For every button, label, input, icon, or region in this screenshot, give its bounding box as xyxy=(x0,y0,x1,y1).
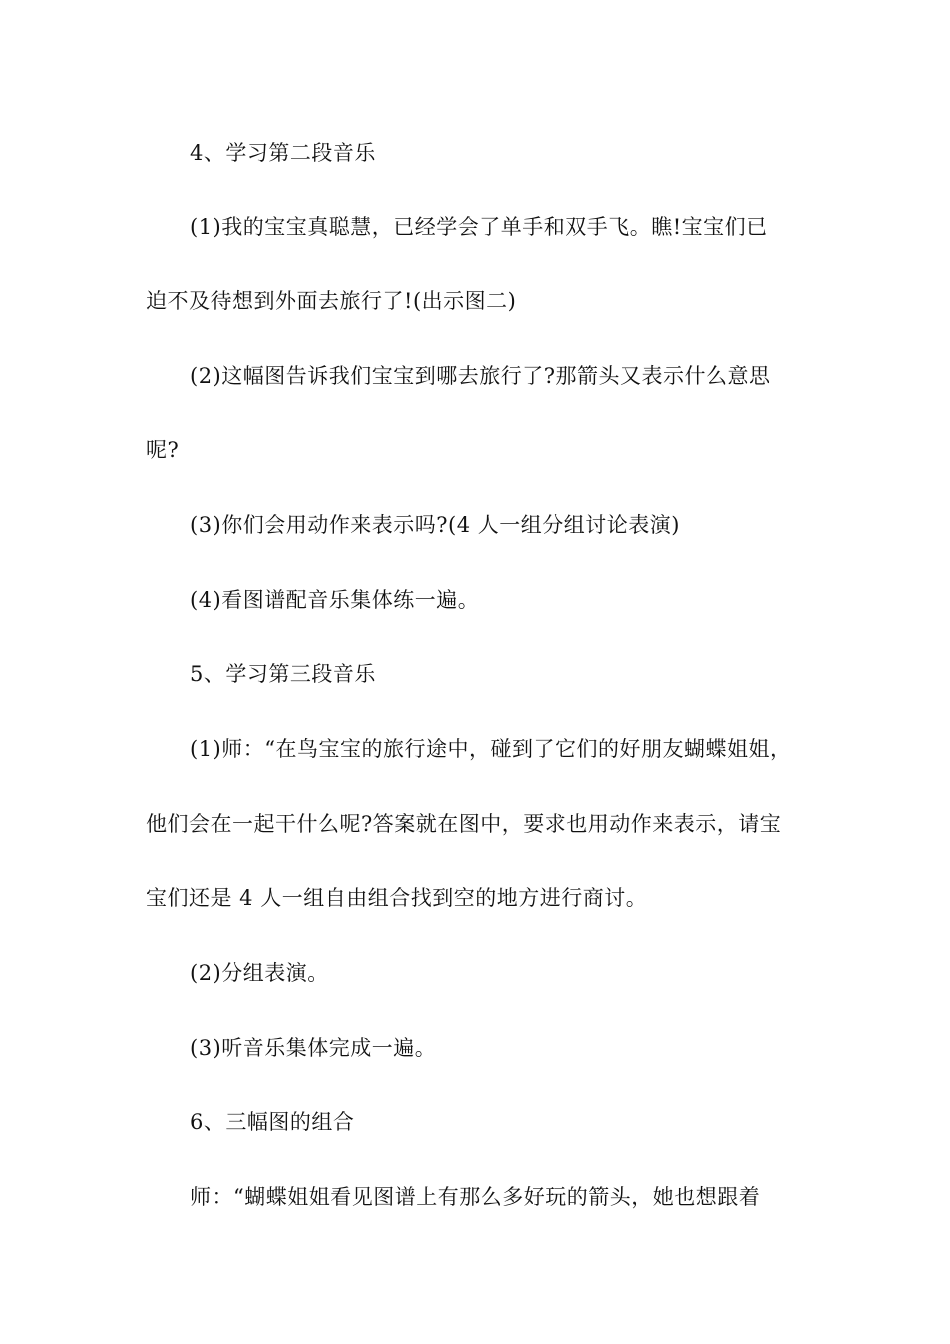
paragraph-line: (4)看图谱配音乐集体练一遍。 xyxy=(190,588,480,612)
paragraph-line: 迫不及待想到外面去旅行了!(出示图二) xyxy=(146,289,517,313)
paragraph-line: (3)你们会用动作来表示吗?(4 人一组分组讨论表演) xyxy=(190,513,680,537)
paragraph-line: 他们会在一起干什么呢?答案就在图中，要求也用动作来表示，请宝 xyxy=(146,812,782,836)
paragraph-line: (2)这幅图告诉我们宝宝到哪去旅行了?那箭头又表示什么意思 xyxy=(190,364,771,388)
section-heading-4: 4、学习第二段音乐 xyxy=(190,141,376,165)
paragraph-line: 呢? xyxy=(146,438,180,462)
paragraph-line: (1)师：“在鸟宝宝的旅行途中，碰到了它们的好朋友蝴蝶姐姐， xyxy=(190,737,792,761)
paragraph-line: (1)我的宝宝真聪慧，已经学会了单手和双手飞。瞧!宝宝们已 xyxy=(190,215,768,239)
paragraph-line: 师：“蝴蝶姐姐看见图谱上有那么多好玩的箭头，她也想跟着 xyxy=(190,1185,761,1209)
section-heading-6: 6、三幅图的组合 xyxy=(190,1110,355,1134)
paragraph-line: 宝们还是 4 人一组自由组合找到空的地方进行商讨。 xyxy=(146,886,648,910)
paragraph-line: (2)分组表演。 xyxy=(190,961,329,985)
section-heading-5: 5、学习第三段音乐 xyxy=(190,662,376,686)
paragraph-line: (3)听音乐集体完成一遍。 xyxy=(190,1036,437,1060)
